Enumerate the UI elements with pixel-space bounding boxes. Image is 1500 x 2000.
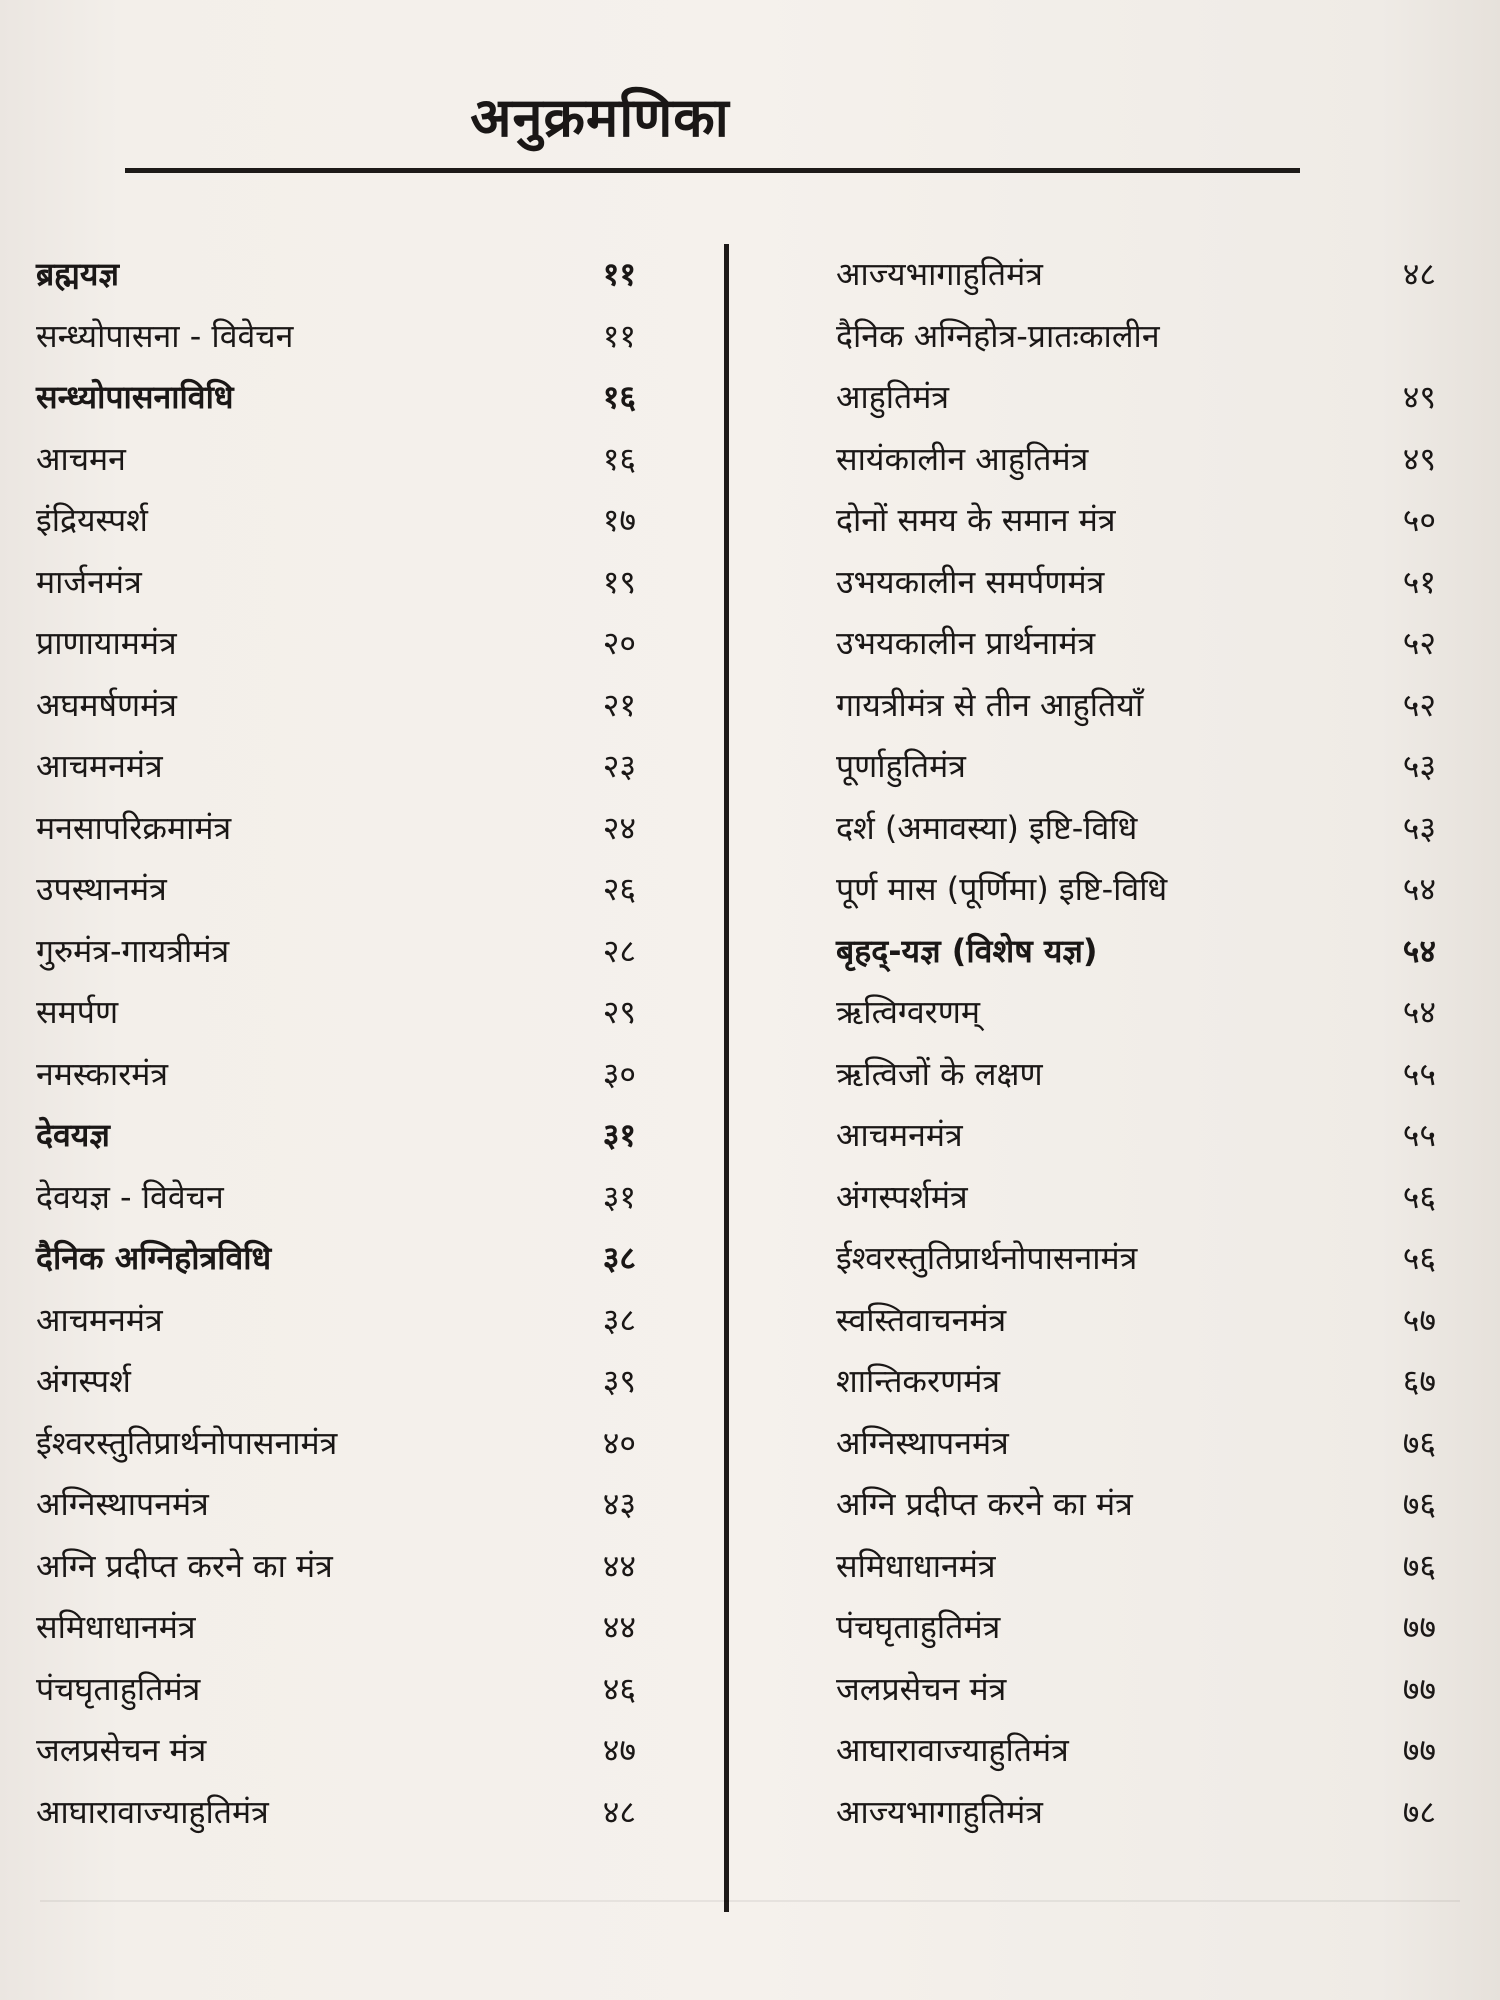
toc-entry-title: अग्नि प्रदीप्त करने का मंत्र — [836, 1485, 1133, 1523]
toc-entry-title: अघमर्षणमंत्र — [36, 685, 177, 724]
toc-entry-page-number: ६७ — [1402, 1362, 1436, 1400]
toc-right-column — [836, 248, 1436, 1847]
toc-entry-page-number: २८ — [602, 931, 636, 970]
toc-entry-page-number: २६ — [602, 870, 636, 908]
toc-entry — [36, 1786, 636, 1848]
toc-entry — [36, 1171, 636, 1233]
toc-entry-title: स्वस्तिवाचनमंत्र — [836, 1300, 1007, 1339]
toc-entry — [36, 925, 636, 987]
toc-entry-title: देवयज्ञ - विवेचन — [36, 1177, 224, 1216]
toc-entry — [36, 1294, 636, 1356]
toc-entry-title: इंद्रियस्पर्श — [36, 501, 148, 539]
toc-entry — [836, 1109, 1436, 1171]
toc-entry-page-number: ७७ — [1402, 1669, 1436, 1708]
toc-entry-title: आघारावाज्याहुतिमंत्र — [836, 1731, 1069, 1769]
toc-entry — [836, 925, 1436, 987]
toc-entry-title: आचमनमंत्र — [836, 1116, 963, 1154]
toc-entry — [836, 740, 1436, 802]
toc-entry-title: प्राणायाममंत्र — [36, 624, 177, 662]
toc-entry-title: दोनों समय के समान मंत्र — [836, 501, 1116, 539]
toc-entry-title: जलप्रसेचन मंत्र — [36, 1731, 207, 1769]
toc-entry-title: आज्यभागाहुतिमंत्र — [836, 255, 1043, 293]
toc-entry-page-number: ४९ — [1402, 439, 1436, 478]
toc-entry — [36, 556, 636, 618]
toc-entry-title: बृहद्-यज्ञ (विशेष यज्ञ) — [836, 931, 1098, 970]
toc-entry — [36, 1355, 636, 1417]
toc-entry-title: उभयकालीन प्रार्थनामंत्र — [836, 624, 1096, 662]
toc-entry-page-number: ३८ — [602, 1239, 636, 1277]
toc-entry-page-number: ५७ — [1402, 1300, 1436, 1339]
toc-entry-title: जलप्रसेचन मंत्र — [836, 1669, 1007, 1708]
toc-entry — [836, 679, 1436, 741]
toc-entry — [36, 310, 636, 372]
toc-entry-title: सायंकालीन आहुतिमंत्र — [836, 439, 1089, 478]
toc-entry-page-number: ५६ — [1402, 1239, 1436, 1277]
toc-entry-page-number: ७७ — [1402, 1608, 1436, 1646]
toc-entry-page-number: ५५ — [1402, 1116, 1436, 1154]
toc-entry — [36, 617, 636, 679]
toc-entry-title: आचमनमंत्र — [36, 747, 163, 785]
toc-entry-title: समर्पण — [36, 993, 119, 1031]
toc-entry-title: मार्जनमंत्र — [36, 562, 142, 601]
toc-entry-page-number: ७६ — [1402, 1423, 1436, 1462]
toc-entry — [836, 1786, 1436, 1848]
toc-entry — [36, 802, 636, 864]
toc-entry — [836, 371, 1436, 433]
toc-entry-page-number: ५५ — [1402, 1054, 1436, 1093]
toc-entry-title: अग्निस्थापनमंत्र — [36, 1485, 209, 1523]
toc-entry — [836, 1663, 1436, 1725]
toc-entry — [836, 1540, 1436, 1602]
toc-entry-page-number: ७६ — [1402, 1485, 1436, 1523]
toc-entry-page-number: ४६ — [602, 1669, 636, 1708]
toc-entry-title: गायत्रीमंत्र से तीन आहुतियाँ — [836, 685, 1144, 724]
toc-entry-page-number: २४ — [602, 808, 636, 847]
page-title: अनुक्रमणिका — [470, 86, 730, 149]
toc-entry — [36, 371, 636, 433]
toc-entry-page-number: २९ — [602, 993, 636, 1031]
toc-entry — [836, 1724, 1436, 1786]
toc-entry-title: आघारावाज्याहुतिमंत्र — [36, 1792, 269, 1831]
toc-entry — [36, 1417, 636, 1479]
toc-entry — [836, 494, 1436, 556]
toc-entry — [836, 1171, 1436, 1233]
toc-entry — [836, 1417, 1436, 1479]
toc-entry-title: सन्ध्योपासना - विवेचन — [36, 316, 294, 355]
toc-entry-title: दैनिक अग्निहोत्र-प्रातःकालीन — [836, 316, 1160, 355]
toc-entry-page-number: ५२ — [1402, 685, 1436, 724]
toc-entry-title: अग्निस्थापनमंत्र — [836, 1423, 1009, 1462]
toc-entry-page-number: ५३ — [1402, 747, 1436, 785]
toc-entry — [836, 433, 1436, 495]
toc-entry — [36, 1724, 636, 1786]
toc-entry-title: उपस्थानमंत्र — [36, 870, 167, 908]
toc-entry-title: ऋत्विग्वरणम् — [836, 993, 981, 1031]
toc-entry-page-number: ४० — [602, 1423, 636, 1462]
toc-entry-title: मनसापरिक्रमामंत्र — [36, 808, 232, 847]
toc-entry-page-number: ५० — [1402, 501, 1436, 539]
toc-entry-page-number: ५३ — [1402, 808, 1436, 847]
toc-entry — [36, 1601, 636, 1663]
toc-entry-page-number: ४४ — [602, 1608, 636, 1646]
toc-entry — [36, 679, 636, 741]
toc-entry-page-number: ५४ — [1402, 931, 1436, 970]
toc-entry-page-number: ५२ — [1402, 624, 1436, 662]
toc-entry — [836, 310, 1436, 372]
toc-entry-page-number: ७७ — [1402, 1731, 1436, 1769]
toc-entry — [36, 740, 636, 802]
toc-entry-title: अंगस्पर्श — [36, 1362, 131, 1400]
toc-entry-title: देवयज्ञ — [36, 1116, 110, 1154]
toc-entry-page-number: २० — [602, 624, 636, 662]
toc-entry-title: दर्श (अमावस्या) इष्टि-विधि — [836, 808, 1138, 847]
toc-entry-title: समिधाधानमंत्र — [36, 1608, 196, 1646]
toc-entry-title: अंगस्पर्शमंत्र — [836, 1177, 968, 1216]
page-bottom-shadow — [40, 1900, 1460, 1902]
toc-entry-page-number: ३० — [602, 1054, 636, 1093]
toc-entry — [36, 1109, 636, 1171]
toc-entry-title: ईश्वरस्तुतिप्रार्थनोपासनामंत्र — [836, 1239, 1138, 1277]
toc-entry-title: आज्यभागाहुतिमंत्र — [836, 1792, 1043, 1831]
toc-entry — [836, 986, 1436, 1048]
toc-entry-page-number: १६ — [602, 378, 636, 416]
toc-entry-title: आचमन — [36, 439, 126, 478]
toc-entry — [836, 1232, 1436, 1294]
toc-entry-title: सन्ध्योपासनाविधि — [36, 378, 234, 416]
toc-entry — [36, 1540, 636, 1602]
toc-entry — [36, 1232, 636, 1294]
toc-entry-title: नमस्कारमंत्र — [36, 1054, 169, 1093]
toc-entry — [836, 556, 1436, 618]
toc-entry — [836, 1048, 1436, 1110]
toc-entry — [836, 248, 1436, 310]
toc-entry-page-number: ३९ — [602, 1362, 636, 1400]
toc-entry-page-number: ५१ — [1402, 562, 1436, 601]
toc-entry — [836, 1294, 1436, 1356]
toc-entry-page-number: २३ — [602, 747, 636, 785]
toc-entry-page-number: ४७ — [602, 1731, 636, 1769]
column-divider — [724, 244, 729, 1912]
toc-entry — [836, 1601, 1436, 1663]
toc-entry-page-number: ७८ — [1402, 1792, 1436, 1831]
toc-entry — [36, 248, 636, 310]
toc-entry-page-number: ११ — [602, 255, 636, 293]
toc-entry-page-number: ३१ — [602, 1116, 636, 1154]
toc-entry — [36, 494, 636, 556]
toc-entry-page-number: ५४ — [1402, 870, 1436, 908]
title-underline — [125, 168, 1300, 173]
toc-entry-title: ईश्वरस्तुतिप्रार्थनोपासनामंत्र — [36, 1423, 338, 1462]
toc-entry-title: पूर्ण मास (पूर्णिमा) इष्टि-विधि — [836, 870, 1168, 908]
toc-entry-title: ऋत्विजों के लक्षण — [836, 1054, 1043, 1093]
toc-entry-page-number: ३८ — [602, 1300, 636, 1339]
toc-left-column — [36, 248, 636, 1847]
toc-entry-page-number: ४८ — [1402, 255, 1436, 293]
toc-entry-title: शान्तिकरणमंत्र — [836, 1362, 1001, 1400]
toc-entry — [36, 1663, 636, 1725]
toc-entry-title: पंचघृताहुतिमंत्र — [836, 1608, 1001, 1646]
toc-entry-page-number: ४९ — [1402, 378, 1436, 416]
toc-entry-title: उभयकालीन समर्पणमंत्र — [836, 562, 1105, 601]
toc-entry-title: आचमनमंत्र — [36, 1300, 163, 1339]
toc-entry-title: आहुतिमंत्र — [836, 378, 950, 416]
toc-entry-page-number: १६ — [602, 439, 636, 478]
toc-entry-page-number: ७६ — [1402, 1546, 1436, 1585]
toc-entry — [836, 802, 1436, 864]
toc-entry-title: गुरुमंत्र-गायत्रीमंत्र — [36, 931, 230, 970]
toc-entry-page-number: ३१ — [602, 1177, 636, 1216]
toc-entry-page-number: ५६ — [1402, 1177, 1436, 1216]
toc-entry-title: समिधाधानमंत्र — [836, 1546, 996, 1585]
toc-entry-title: पंचघृताहुतिमंत्र — [36, 1669, 201, 1708]
toc-entry-page-number: ११ — [602, 316, 636, 355]
toc-entry-title: पूर्णाहुतिमंत्र — [836, 747, 966, 785]
toc-entry — [836, 617, 1436, 679]
toc-entry — [836, 1478, 1436, 1540]
toc-entry — [36, 433, 636, 495]
toc-entry-page-number: ४३ — [602, 1485, 636, 1523]
toc-entry-page-number: १७ — [602, 501, 636, 539]
toc-entry-page-number: १९ — [602, 562, 636, 601]
toc-entry — [36, 986, 636, 1048]
toc-entry-title: अग्नि प्रदीप्त करने का मंत्र — [36, 1546, 333, 1585]
toc-entry — [836, 1355, 1436, 1417]
toc-entry — [36, 1048, 636, 1110]
toc-entry — [36, 863, 636, 925]
toc-entry-title: दैनिक अग्निहोत्रविधि — [36, 1239, 272, 1277]
toc-entry — [36, 1478, 636, 1540]
toc-entry-page-number: ४८ — [602, 1792, 636, 1831]
toc-entry-page-number: २१ — [602, 685, 636, 724]
toc-entry-page-number: ४४ — [602, 1546, 636, 1585]
toc-entry — [836, 863, 1436, 925]
toc-entry-page-number: ५४ — [1402, 993, 1436, 1031]
toc-entry-title: ब्रह्मयज्ञ — [36, 255, 119, 293]
